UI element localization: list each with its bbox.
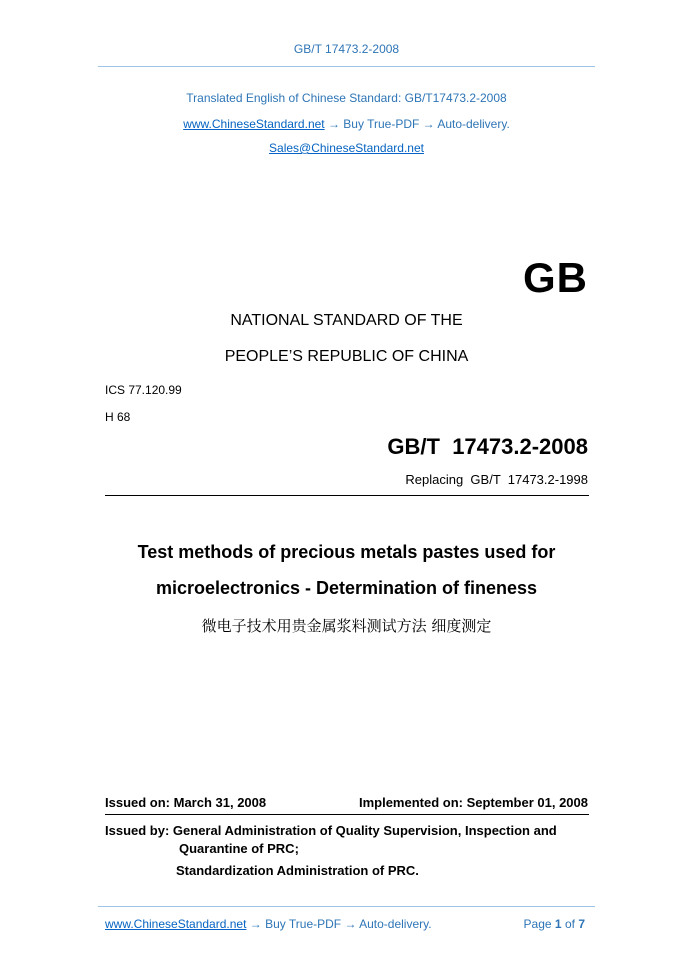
implemented-date: Implemented on: September 01, 2008 (358, 795, 588, 810)
issued-by-line2: Quarantine of PRC; (179, 841, 299, 856)
ics-code: ICS 77.120.99 (105, 383, 182, 397)
translation-notice: Translated English of Chinese Standard: GB/T17473.2-2008 (186, 91, 507, 105)
classification-code: H 68 (105, 410, 131, 424)
title-line2: microelectronics - Determination of fineness (155, 578, 538, 598)
chinese-title: 微电子技术用贵金属浆料测试方法 细度测定 (201, 617, 492, 635)
purchase-line (0, 117, 693, 131)
footer-purchase-line (105, 917, 432, 931)
email-link[interactable]: Sales@ChineseStandard.net (269, 141, 424, 155)
page-number: 1 (554, 917, 562, 931)
page-label: Page (523, 917, 552, 931)
purchase-text: → Buy True-PDF → Auto-delivery. (324, 117, 510, 131)
issued-date: Issued on: March 31, 2008 (105, 795, 267, 810)
title-line1: Test methods of precious metals pastes used for (137, 542, 556, 562)
of-label: of (564, 917, 575, 931)
replacing-note: Replacing GB/T 17473.2-1998 (405, 472, 588, 487)
footer-purchase-text: → Buy True-PDF → Auto-delivery. (246, 917, 432, 931)
page-indicator (524, 917, 585, 931)
gb-mark: GB (523, 254, 588, 301)
cover-divider (105, 495, 589, 496)
running-header: GB/T 17473.2-2008 (293, 42, 400, 56)
national-standard-line2: PEOPLE’S REPUBLIC OF CHINA (224, 348, 469, 365)
dates-divider (105, 814, 589, 815)
email-line (0, 141, 693, 155)
header-divider (98, 66, 595, 67)
issued-by-line1: Issued by: General Administration of Quality Supervision, Inspection and (105, 823, 557, 838)
footer-divider (98, 906, 595, 907)
page-total: 7 (578, 917, 585, 931)
standard-number: GB/T 17473.2-2008 (387, 434, 588, 459)
issued-by-line3: Standardization Administration of PRC. (176, 863, 419, 878)
site-link[interactable]: www.ChineseStandard.net (183, 117, 325, 131)
national-standard-line1: NATIONAL STANDARD OF THE (230, 312, 463, 329)
footer-site-link[interactable]: www.ChineseStandard.net (105, 917, 247, 931)
